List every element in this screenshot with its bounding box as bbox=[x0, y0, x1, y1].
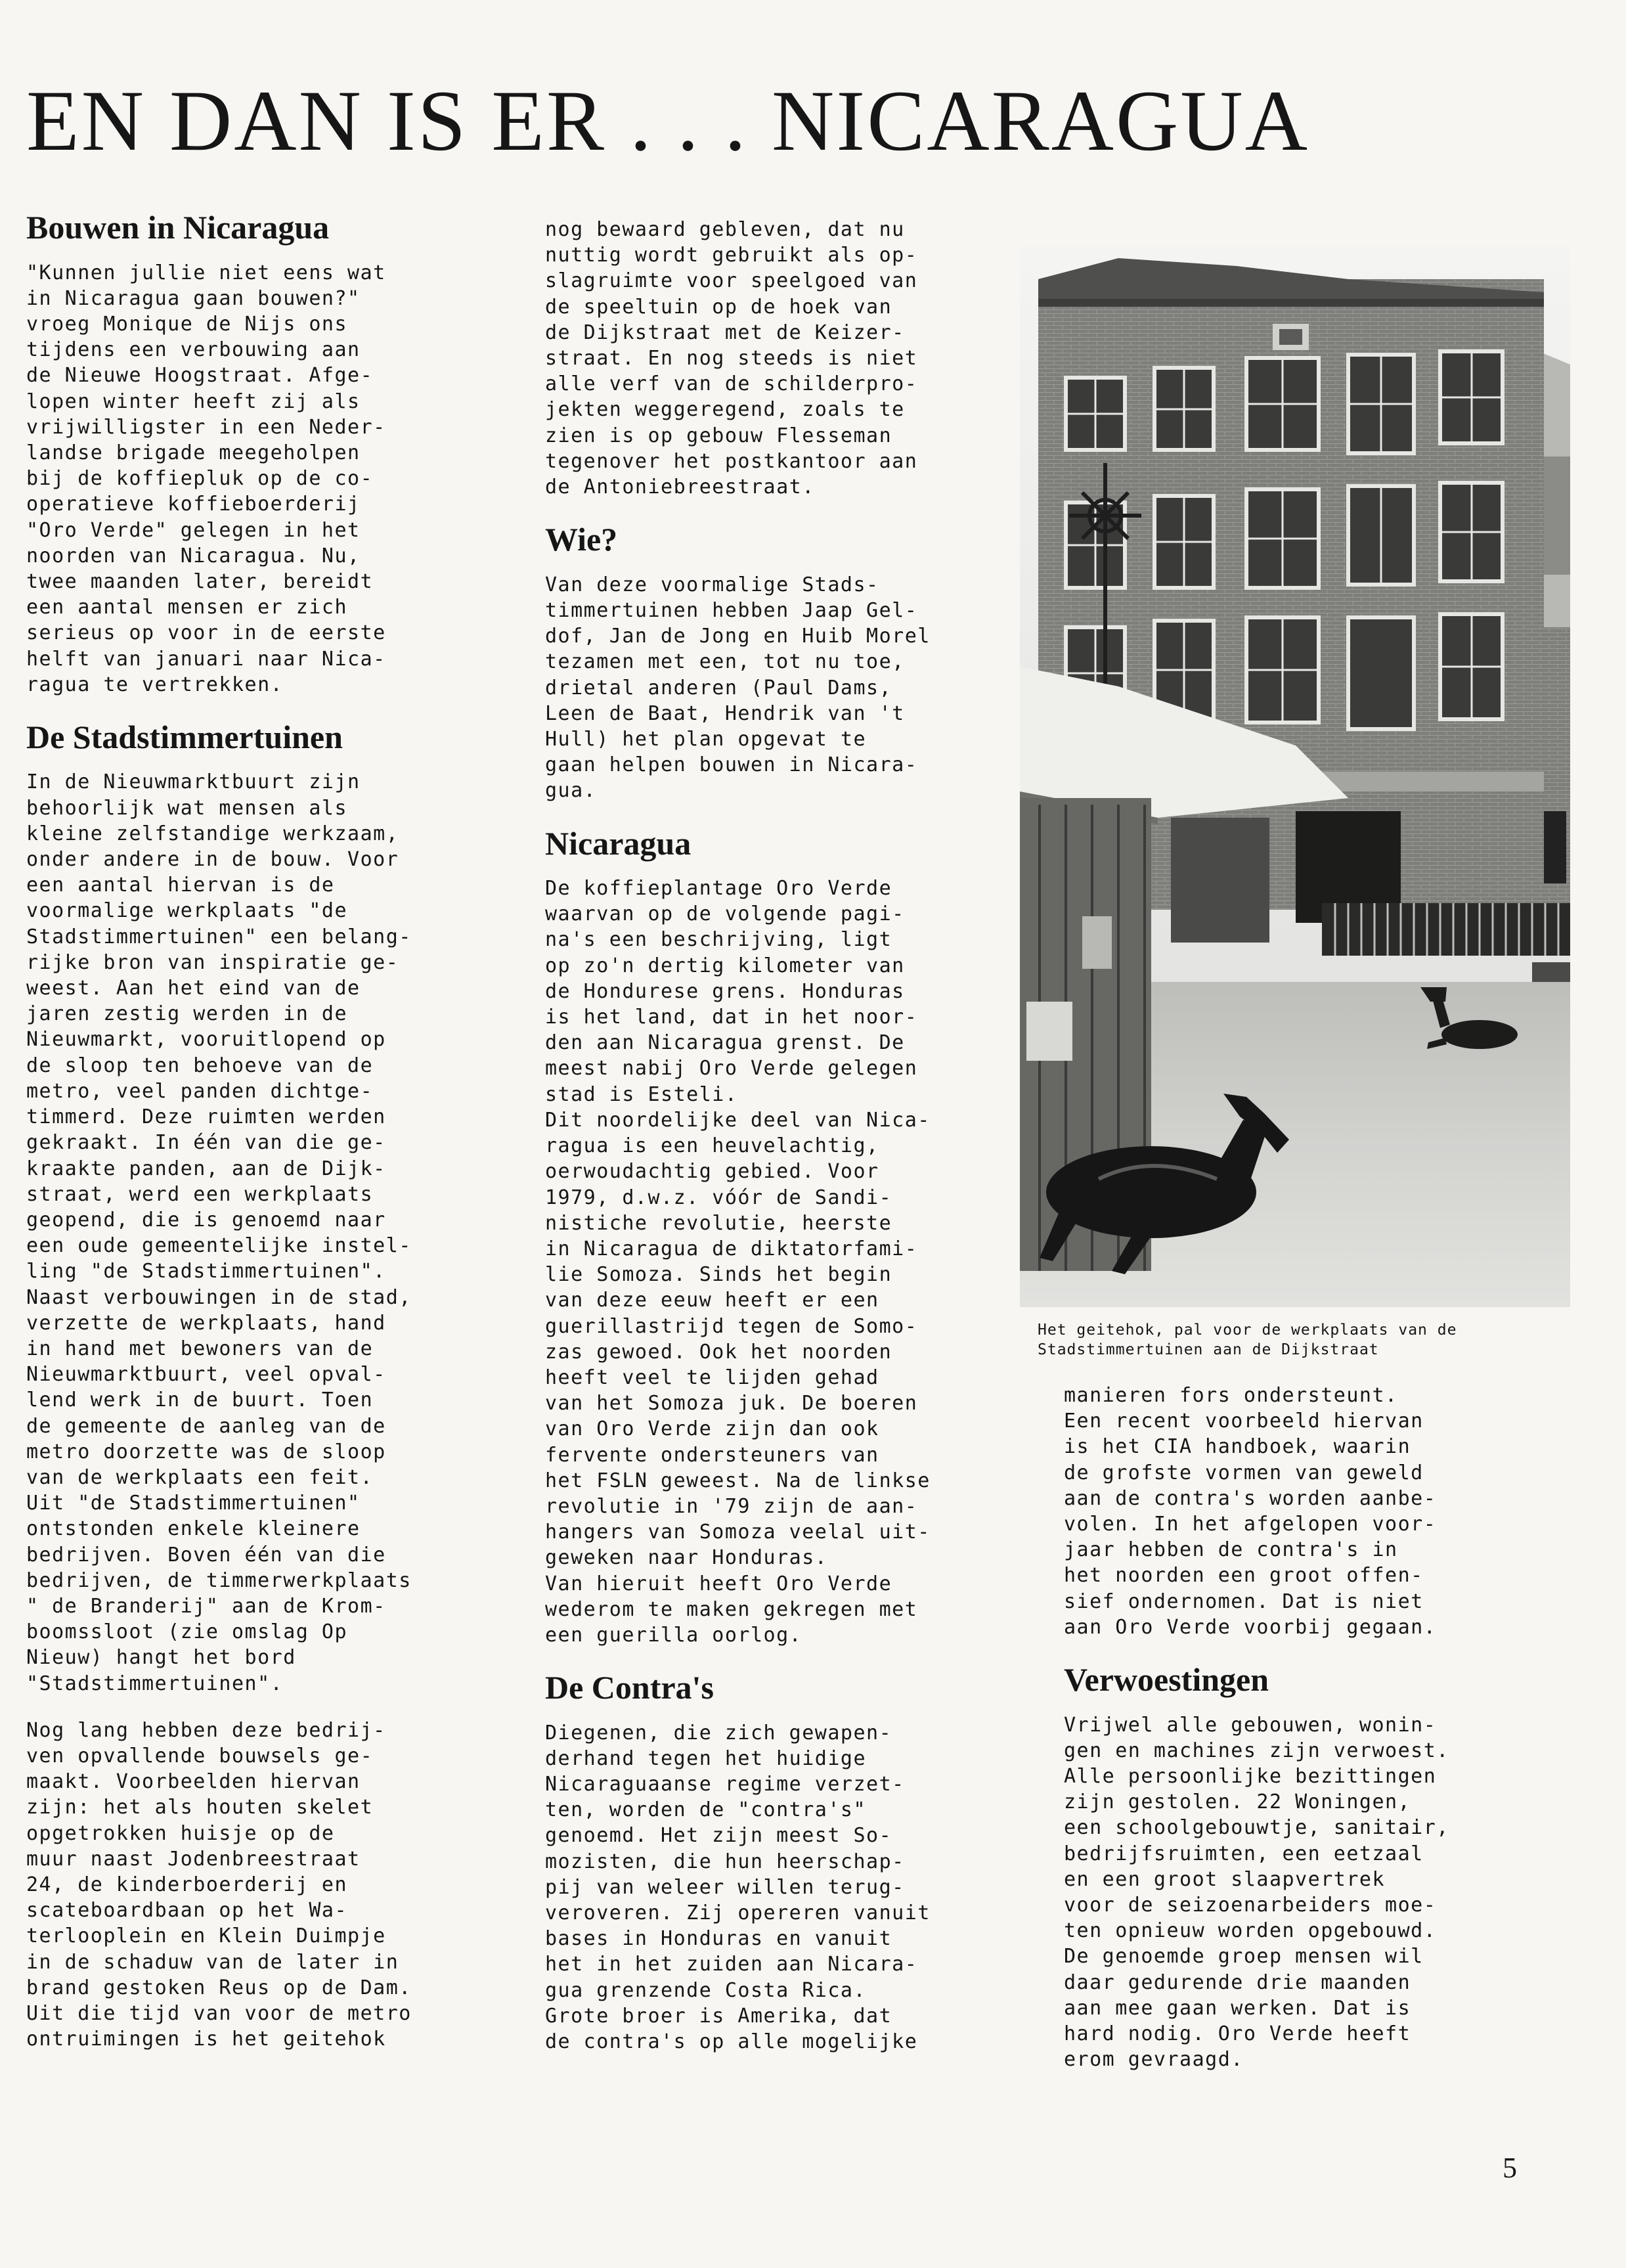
paragraph-verwoestingen: Vrijwel alle gebouwen, wonin- gen en machines zijn verwoest. Alle persoonlijke bezittingen zijn gestolen. 22 Woningen, een schoolgebouwtje, sanitair, bedrijfsruimten, een eetzaal en een groot slaapvertrek voor de seizoenarbeiders moe- ten opnieuw worden opgebouwd. De genoemde groep mensen wil daar gedurende drie maanden aan mee gaan werken. Dat is hard nodig. Oro Verde heeft erom gevraagd. bbox=[1064, 1713, 1449, 2072]
paragraph-bouwen: "Kunnen jullie niet eens wat in Nicaragua gaan bouwen?" vroeg Monique de Nijs ons tijdens een verbouwing aan de Nieuwe Hoogstraat. Afge- lopen winter heeft zij als vrijwilligster in een Neder- landse brigade meegeholpen bij de koffiepluk op de co- operatieve koffieboerderij "Oro Verde" gelegen in het noorden van Nicaragua. Nu, twee maanden later, bereidt een aantal mensen er zich serieus op voor in de eerste helft van januari naar Nica- ragua te vertrekken. bbox=[26, 261, 386, 696]
photo-goat-shed bbox=[1020, 246, 1570, 1307]
heading-contras: De Contra's bbox=[545, 1669, 714, 1706]
paragraph-stadstimmertuinen-1: In de Nieuwmarktbuurt zijn behoorlijk wat mensen als kleine zelfstandige werkzaam, onder andere in de bouw. Voor een aantal hiervan is de voormalige werkplaats "de Stadstimmertuinen" een belang- rijke bron van inspiratie ge- weest. Aan het eind van de jaren zestig werden in de Nieuwmarkt, vooruitlopend op de sloop ten behoeve van de metro, veel panden dichtge- timmerd. Deze ruimten werden gekraakt. In één van die ge- kraakte panden, aan de Dijk- straat, werd een werkplaats geopend, die is genoemd naar een oude gemeentelijke instel- ling "de Stadstimmertuinen". Naast verbouwingen in de stad, verzette de werkplaats, hand in hand met bewoners van de Nieuwmarktbuurt, veel opval- lend werk in de buurt. Toen de gemeente de aanleg van de metro doorzette was de sloop van de werkplaats een feit. Uit "de Stadstimmertuinen" ontstonden enkele kleinere bedrijven. Boven één van die bedrijven, de timmerwerkplaats " de Branderij" aan de Krom- boomssloot (zie omslag Op Nieuw) hangt het bord "Stadstimmertuinen". bbox=[26, 770, 412, 1695]
paragraph-stadstimmertuinen-2: Nog lang hebben deze bedrij- ven opvallende bouwsels ge- maakt. Voorbeelden hiervan zijn: het als houten skelet opgetrokken huisje op de muur naast Jodenbreestraat 24, de kinderboerderij en scateboardbaan op het Wa- terlooplein en Klein Duimpje in de schaduw van de later in brand gestoken Reus op de Dam. Uit die tijd van voor de metro ontruimingen is het geitehok bbox=[26, 1718, 412, 2051]
paragraph-contras-2: manieren fors ondersteunt. Een recent voorbeeld hiervan is het CIA handboek, waarin de grofste vormen van geweld aan de contra's worden aanbe- volen. In het afgelopen voor- jaar hebben de contra's in het noorden een groot offen- sief ondernomen. Dat is niet aan Oro Verde voorbij gegaan. bbox=[1064, 1384, 1437, 1639]
paragraph-contras-1: Diegenen, die zich gewapen- derhand tegen het huidige Nicaraguaanse regime verzet- ten, worden de "contra's" genoemd. Het zijn meest So- mozisten, die hun heerschap- pij van weleer willen terug- veroveren. Zij opereren vanuit bases in Honduras en vanuit het in het zuiden aan Nicara- gua grenzende Costa Rica. Grote broer is Amerika, dat de contra's op alle mogelijke bbox=[545, 1721, 931, 2054]
paragraph-nicaragua: De koffieplantage Oro Verde waarvan op de volgende pagi- na's een beschrijving, ligt op zo'n dertig kilometer van de Hondurese grens. Honduras is het land, dat in het noor- den aan Nicaragua grenst. De meest nabij Oro Verde gelegen stad is Esteli. Dit noordelijke deel van Nica- ragua is een heuvelachtig, oerwoudachtig gebied. Voor 1979, d.w.z. vóór de Sandi- nistiche revolutie, heerste in Nicaragua de diktatorfami- lie Somoza. Sinds het begin van deze eeuw heeft er een guerillastrijd tegen de Somo- zas gewoed. Ook het noorden heeft veel te lijden gehad van het Somoza juk. De boeren van Oro Verde zijn dan ook fervente ondersteuners van het FSLN geweest. Na de linkse revolutie in '79 zijn de aan- hangers van Somoza veelal uit- geweken naar Honduras. Van hieruit heeft Oro Verde wederom te maken gekregen met een guerilla oorlog. bbox=[545, 877, 931, 1647]
column-right bbox=[1064, 1383, 1589, 2093]
heading-wie: Wie? bbox=[545, 521, 618, 558]
heading-bouwen: Bouwen in Nicaragua bbox=[26, 209, 330, 246]
column-left bbox=[26, 209, 499, 2073]
paragraph-stadstimmertuinen-3: nog bewaard gebleven, dat nu nuttig wordt gebruikt als op- slagruimte voor speelgoed van de speeltuin op de hoek van de Dijkstraat met de Keizer- straat. En nog steeds is niet alle verf van de schilderpro- jekten weggeregend, zoals te zien is op gebouw Flesseman tegenover het postkantoor aan de Antoniebreestraat. bbox=[545, 218, 918, 499]
heading-verwoestingen: Verwoestingen bbox=[1064, 1661, 1269, 1699]
heading-nicaragua: Nicaragua bbox=[545, 824, 692, 862]
heading-stadstimmertuinen: De Stadstimmertuinen bbox=[26, 718, 343, 755]
paragraph-wie: Van deze voormalige Stads- timmertuinen hebben Jaap Gel- dof, Jan de Jong en Huib Morel tezamen met een, tot nu toe, drietal anderen (Paul Dams, Leen de Baat, Hendrik van 't Hull) het plan opgevat te gaan helpen bouwen in Nicara- gua. bbox=[545, 573, 931, 803]
photo-caption: Het geitehok, pal voor de werkplaats van de Stadstimmertuinen aan de Dijkstraat bbox=[1038, 1322, 1457, 1358]
page-number: 5 bbox=[1503, 2152, 1517, 2184]
column-middle bbox=[545, 217, 1018, 2076]
page-title: EN DAN IS ER . . . NICARAGUA bbox=[26, 72, 1309, 169]
